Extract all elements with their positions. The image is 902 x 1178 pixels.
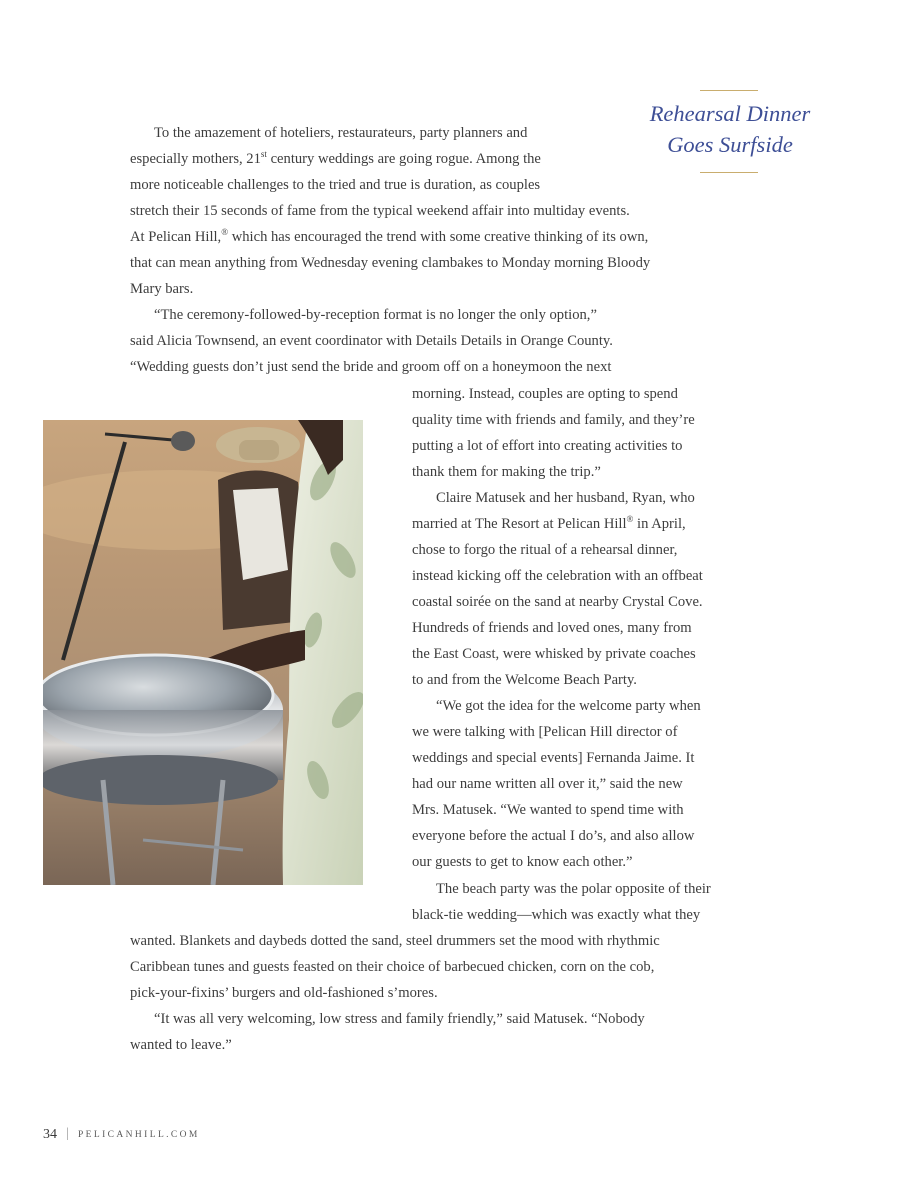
article-line: “It was all very welcoming, low stress and family friendly,” said Matusek. “Nobody [154, 1011, 645, 1027]
article-line: to and from the Welcome Beach Party. [412, 672, 637, 688]
article-line: said Alicia Townsend, an event coordinator with Details Details in Orange County. [130, 333, 613, 349]
article-line: everyone before the actual I do’s, and also allow [412, 828, 695, 844]
article-line: had our name written all over it,” said the new [412, 776, 683, 792]
article-line: that can mean anything from Wednesday evening clambakes to Monday morning Bloody [130, 255, 651, 271]
sidebar-title-line-1: Rehearsal Dinner [649, 101, 811, 126]
article-line: “We got the idea for the welcome party when [436, 698, 701, 714]
article-line: At Pelican Hill,® which has encouraged the trend with some creative thinking of its own, [130, 227, 649, 245]
article-line: Mary bars. [130, 281, 194, 297]
article-line: thank them for making the trip.” [412, 464, 601, 480]
article-line: weddings and special events] Fernanda Jaime. It [412, 750, 695, 766]
sidebar-title-line-2: Goes Surfside [667, 132, 793, 157]
article-line: instead kicking off the celebration with an offbeat [412, 568, 703, 584]
article-line: The beach party was the polar opposite of their [436, 881, 711, 897]
article-line: Hundreds of friends and loved ones, many from [412, 620, 692, 636]
article-line: married at The Resort at Pelican Hill® in April, [412, 514, 686, 532]
article-line: “The ceremony-followed-by-reception format is no longer the only option,” [154, 307, 597, 323]
article-line: we were talking with [Pelican Hill director of [412, 724, 678, 740]
article-line: pick-your-fixins’ burgers and old-fashioned s’mores. [130, 985, 438, 1001]
article-line: our guests to get to know each other.” [412, 854, 633, 870]
steel-drum-photo [43, 420, 363, 885]
article-line: more noticeable challenges to the tried and true is duration, as couples [130, 177, 541, 193]
article-line: wanted to leave.” [130, 1037, 232, 1053]
article-line: Mrs. Matusek. “We wanted to spend time with [412, 802, 684, 818]
article-line: putting a lot of effort into creating activities to [412, 438, 683, 454]
article-line: especially mothers, 21st century weddings are going rogue. Among the [130, 149, 541, 167]
article-line: black-tie wedding—which was exactly what they [412, 907, 701, 923]
article-line: stretch their 15 seconds of fame from the typical weekend affair into multiday events. [130, 203, 630, 219]
article-line: Caribbean tunes and guests feasted on their choice of barbecued chicken, corn on the cob, [130, 959, 655, 975]
article-line: coastal soirée on the sand at nearby Crystal Cove. [412, 594, 703, 610]
article-line: To the amazement of hoteliers, restaurateurs, party planners and [154, 125, 528, 141]
page-number: 34 [43, 1127, 57, 1142]
article-line: Claire Matusek and her husband, Ryan, who [436, 490, 695, 506]
article-line: chose to forgo the ritual of a rehearsal dinner, [412, 542, 678, 558]
footer-separator: | [66, 1126, 69, 1141]
article-line: morning. Instead, couples are opting to spend [412, 386, 678, 402]
title-rule-bottom [700, 172, 758, 173]
article-line: “Wedding guests don’t just send the bride and groom off on a honeymoon the next [130, 359, 612, 375]
article-line: the East Coast, were whisked by private coaches [412, 646, 696, 662]
article-line: quality time with friends and family, and they’re [412, 412, 695, 428]
title-rule-top [700, 90, 758, 91]
article-line: wanted. Blankets and daybeds dotted the sand, steel drummers set the mood with rhythmic [130, 933, 660, 949]
footer-site-url[interactable]: PELICANHILL.COM [78, 1130, 200, 1140]
